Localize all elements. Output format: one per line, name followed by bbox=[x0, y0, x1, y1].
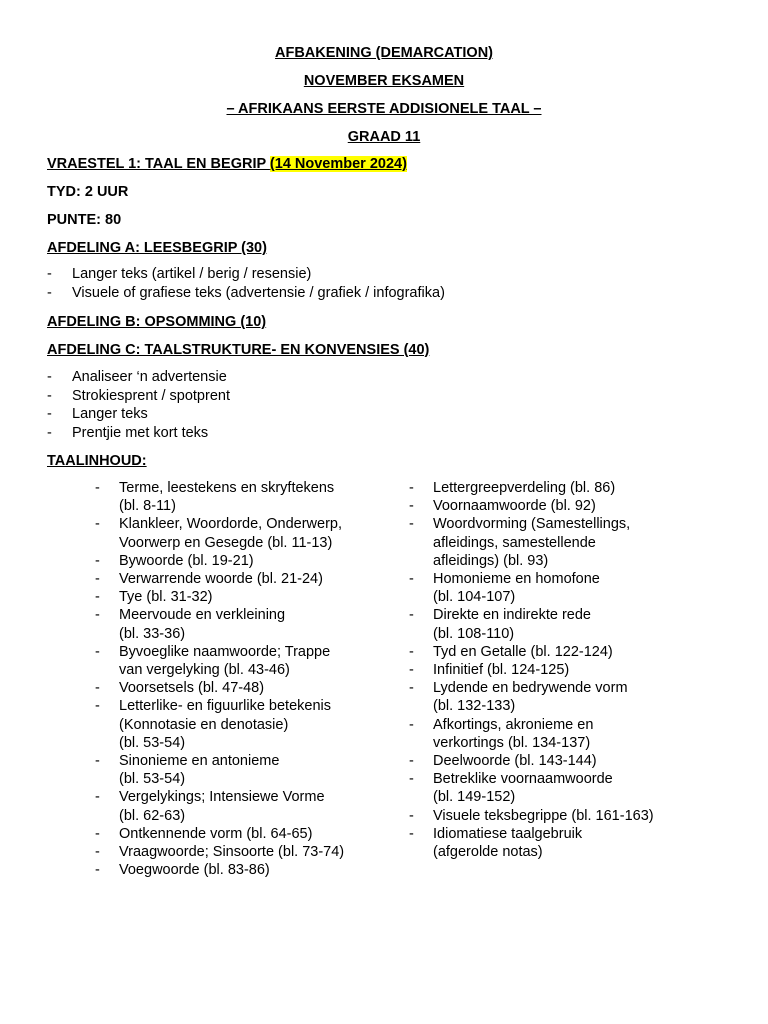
dash-bullet: - bbox=[95, 480, 100, 496]
list-item: - Direkte en indirekte rede (bl. 108-110) bbox=[409, 607, 591, 642]
doc-title-exam: NOVEMBER EKSAMEN bbox=[303, 73, 465, 89]
list-item: - Letterlike- en figuurlike betekenis (Konnotasie en denotasie) (bl. 53-54) bbox=[95, 698, 331, 751]
paper-time: TYD: 2 UUR bbox=[47, 184, 129, 200]
dash-bullet: - bbox=[47, 424, 52, 441]
dash-bullet: - bbox=[95, 844, 100, 861]
list-item: - Tyd en Getalle (bl. 122-124) bbox=[409, 643, 613, 660]
list-item: - Visuele teksbegrippe (bl. 161-163) bbox=[409, 807, 654, 824]
dash-bullet: - bbox=[409, 607, 414, 624]
list-item: - Idiomatiese taalgebruik (afgerolde notas) bbox=[409, 825, 583, 861]
dash-bullet: - bbox=[95, 607, 100, 624]
dash-bullet: - bbox=[95, 680, 100, 697]
dash-bullet: - bbox=[47, 266, 52, 282]
dash-bullet: - bbox=[95, 571, 100, 588]
paper-title: VRAESTEL 1: TAAL EN BEGRIP bbox=[47, 156, 270, 172]
dash-bullet: - bbox=[95, 825, 100, 842]
content-list-left bbox=[95, 479, 395, 879]
list-item: - Prentjie met kort teks bbox=[47, 424, 209, 441]
list-item: - Langer teks (artikel / berig / resensie) bbox=[47, 266, 312, 282]
dash-bullet: - bbox=[95, 862, 100, 879]
list-item: - Bywoorde (bl. 19-21) bbox=[95, 552, 254, 569]
dash-bullet: - bbox=[409, 643, 414, 660]
list-item: - Langer teks bbox=[47, 406, 148, 422]
doc-title-grade: GRAAD 11 bbox=[347, 129, 421, 145]
dash-bullet: - bbox=[95, 753, 100, 770]
paper-heading bbox=[47, 155, 407, 173]
list-item: - Meervoude en verkleining (bl. 33-36) bbox=[95, 607, 286, 642]
dash-bullet: - bbox=[47, 284, 52, 301]
dash-bullet: - bbox=[95, 552, 100, 569]
dash-bullet: - bbox=[409, 571, 414, 588]
dash-bullet: - bbox=[95, 698, 100, 715]
dash-bullet: - bbox=[95, 789, 100, 806]
list-item: - Deelwoorde (bl. 143-144) bbox=[409, 753, 597, 770]
paper-marks: PUNTE: 80 bbox=[47, 212, 122, 228]
list-item: - Visuele of grafiese teks (advertensie / grafiek / infografika) bbox=[47, 284, 445, 301]
list-item: - Infinitief (bl. 124-125) bbox=[409, 662, 570, 679]
section-c-list bbox=[47, 368, 230, 442]
list-item: - Vraagwoorde; Sinsoorte (bl. 73-74) bbox=[95, 844, 345, 861]
dash-bullet: - bbox=[409, 825, 414, 842]
list-item: - Byvoeglike naamwoorde; Trappe van vergelyking (bl. 43-46) bbox=[95, 643, 331, 679]
dash-bullet: - bbox=[47, 387, 52, 404]
doc-title-subject: – AFRIKAANS EERSTE ADDISIONELE TAAL – bbox=[226, 101, 542, 117]
doc-title-demarcation: AFBAKENING (DEMARCATION) bbox=[274, 45, 494, 61]
section-b-title: AFDELING B: OPSOMMING (10) bbox=[47, 314, 267, 330]
list-item: - Analiseer ‘n advertensie bbox=[47, 369, 227, 385]
list-item: - Voorsetsels (bl. 47-48) bbox=[95, 680, 265, 697]
list-item: - Lettergreepverdeling (bl. 86) bbox=[409, 480, 616, 496]
dash-bullet: - bbox=[409, 807, 414, 824]
content-title: TAALINHOUD: bbox=[47, 453, 147, 469]
list-item: - Lydende en bedrywende vorm (bl. 132-133) bbox=[409, 680, 628, 715]
dash-bullet: - bbox=[47, 369, 52, 385]
list-item: - Voegwoorde (bl. 83-86) bbox=[95, 862, 270, 879]
dash-bullet: - bbox=[409, 753, 414, 770]
list-item: - Betreklike voornaamwoorde (bl. 149-152) bbox=[409, 771, 613, 806]
list-item: - Tye (bl. 31-32) bbox=[95, 589, 213, 606]
paper-date: (14 November 2024) bbox=[269, 156, 407, 172]
list-item: - Woordvorming (Samestellings, afleidings, samestellende afleidings) (bl. 93) bbox=[409, 516, 631, 569]
list-item: - Afkortings, akronieme en verkortings (bl. 134-137) bbox=[409, 716, 594, 751]
dash-bullet: - bbox=[409, 498, 414, 515]
list-item: - Sinonieme en antonieme (bl. 53-54) bbox=[95, 753, 280, 788]
section-c-title: AFDELING C: TAALSTRUKTURE- EN KONVENSIES (40) bbox=[47, 342, 430, 358]
dash-bullet: - bbox=[409, 480, 414, 496]
list-item: - Terme, leestekens en skryftekens (bl. 8-11) bbox=[95, 480, 335, 515]
section-a-list bbox=[47, 265, 445, 302]
dash-bullet: - bbox=[409, 662, 414, 679]
list-item: - Klankleer, Woordorde, Onderwerp, Voorwerp en Gesegde (bl. 11-13) bbox=[95, 516, 342, 551]
content-list-right bbox=[409, 479, 709, 861]
list-item: - Strokiesprent / spotprent bbox=[47, 387, 230, 404]
list-item: - Verwarrende woorde (bl. 21-24) bbox=[95, 571, 323, 588]
list-item: - Homonieme en homofone (bl. 104-107) bbox=[409, 571, 600, 606]
dash-bullet: - bbox=[95, 643, 100, 660]
dash-bullet: - bbox=[409, 680, 414, 697]
dash-bullet: - bbox=[95, 516, 100, 533]
dash-bullet: - bbox=[47, 406, 52, 422]
list-item: - Ontkennende vorm (bl. 64-65) bbox=[95, 825, 313, 842]
dash-bullet: - bbox=[409, 516, 414, 533]
dash-bullet: - bbox=[409, 716, 414, 733]
section-a-title: AFDELING A: LEESBEGRIP (30) bbox=[47, 240, 267, 256]
dash-bullet: - bbox=[409, 771, 414, 788]
dash-bullet: - bbox=[95, 589, 100, 606]
list-item: - Voornaamwoorde (bl. 92) bbox=[409, 498, 596, 515]
list-item: - Vergelykings; Intensiewe Vorme (bl. 62-63) bbox=[95, 789, 325, 824]
